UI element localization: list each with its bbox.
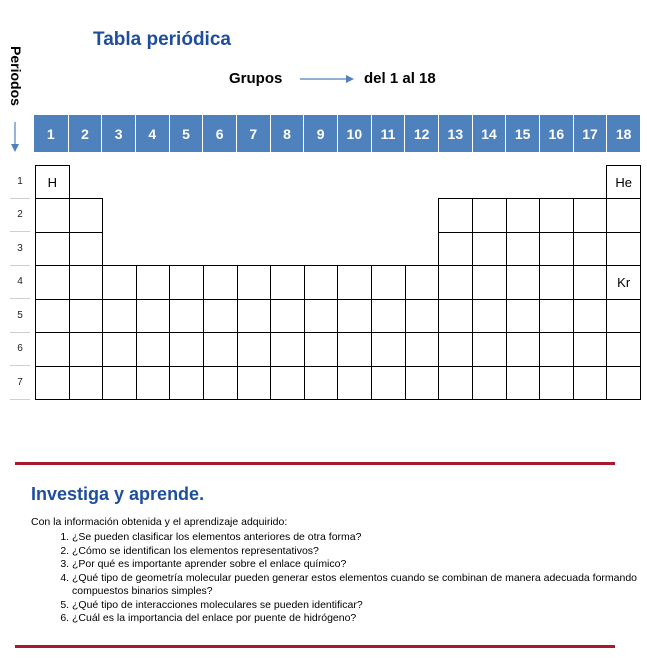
element-cell (169, 265, 204, 299)
group-header-cell: 14 (472, 115, 506, 152)
element-cell (438, 366, 473, 400)
section-divider-bottom (15, 645, 615, 648)
group-header-cell: 1 (46, 125, 55, 142)
element-cell (405, 265, 440, 299)
group-header-cell: 18 (606, 115, 640, 152)
element-cell (539, 198, 574, 232)
element-cell (136, 366, 171, 400)
group-header-row (34, 115, 640, 152)
element-cell (573, 332, 608, 366)
element-cell (203, 366, 238, 400)
period-label: 3 (10, 232, 30, 266)
element-cell (69, 332, 104, 366)
element-cell (102, 332, 137, 366)
period-labels-column (10, 165, 30, 400)
question-item: 4. ¿Qué tipo de geometría molecular pueden generar estos elementos cuando se combinan de manera adecuada formando compuestos binarios simples? (72, 572, 647, 599)
element-cell (69, 265, 104, 299)
element-cell (270, 366, 305, 400)
element-cell (35, 299, 70, 333)
element-cell (371, 265, 406, 299)
element-cell (337, 299, 372, 333)
element-cell (371, 332, 406, 366)
range-end: 18 (419, 70, 436, 87)
element-cell (169, 366, 204, 400)
element-cell (539, 232, 574, 266)
element-cell (506, 198, 541, 232)
section-divider-top (15, 462, 615, 465)
group-header-cell: 7 (236, 115, 270, 152)
element-cell (304, 332, 339, 366)
group-header-cell: 6 (202, 115, 236, 152)
element-cell (203, 332, 238, 366)
group-header-cell: 11 (371, 115, 405, 152)
element-cell: Kr (606, 265, 641, 299)
element-cell (304, 299, 339, 333)
element-cell (69, 198, 104, 232)
element-cell (438, 299, 473, 333)
arrow-right-icon (300, 73, 356, 85)
element-cell (606, 332, 641, 366)
question-item: 2. ¿Cómo se identifican los elementos representativos? (72, 545, 647, 559)
element-cell (69, 232, 104, 266)
element-cell (438, 198, 473, 232)
element-cell (169, 299, 204, 333)
element-cell (304, 265, 339, 299)
group-header-cell: 5 (169, 115, 203, 152)
element-cell (237, 366, 272, 400)
period-label: 6 (10, 333, 30, 367)
period-label: 2 (10, 199, 30, 233)
period-label: 7 (10, 366, 30, 400)
periodic-table-grid (35, 165, 640, 399)
element-cell (35, 198, 70, 232)
element-cell (606, 198, 641, 232)
element-cell (102, 265, 137, 299)
group-header-cell: 9 (303, 115, 337, 152)
group-header-cell: 15 (505, 115, 539, 152)
grupos-range: del 1 al 18 (364, 70, 436, 87)
element-cell (237, 299, 272, 333)
group-header-cell: 16 (539, 115, 573, 152)
period-label: 1 (10, 165, 30, 199)
element-cell (237, 332, 272, 366)
element-cell (539, 299, 574, 333)
group-header-cell: 13 (438, 115, 472, 152)
element-cell (405, 366, 440, 400)
arrow-down-icon (9, 122, 21, 154)
group-header-cell: 8 (270, 115, 304, 152)
element-cell (203, 299, 238, 333)
element-cell (337, 332, 372, 366)
element-cell (472, 232, 507, 266)
element-cell (438, 232, 473, 266)
question-item: 6. ¿Cuál es la importancia del enlace por puente de hidrógeno? (72, 612, 647, 626)
group-header-cell: 12 (404, 115, 438, 152)
element-cell (102, 299, 137, 333)
range-start: 1 (389, 70, 399, 87)
element-cell (270, 265, 305, 299)
element-cell (371, 299, 406, 333)
element-cell (472, 198, 507, 232)
question-item: 1. ¿Se pueden clasificar los elementos anteriores de otra forma? (72, 531, 647, 545)
element-cell (35, 265, 70, 299)
element-cell (573, 265, 608, 299)
periods-axis-label (4, 36, 28, 118)
element-cell (35, 366, 70, 400)
group-header-cell: 17 (573, 115, 607, 152)
grupos-label: Grupos (229, 70, 283, 87)
element-cell (573, 198, 608, 232)
element-cell: He (606, 165, 641, 199)
element-cell (573, 232, 608, 266)
group-header-cell: 2 (68, 115, 102, 152)
element-cell (35, 332, 70, 366)
periodos-label: Periodos (8, 46, 24, 106)
element-cell (606, 366, 641, 400)
element-cell (506, 265, 541, 299)
element-cell (337, 366, 372, 400)
element-cell (371, 366, 406, 400)
element-cell (438, 332, 473, 366)
element-cell (405, 299, 440, 333)
period-label: 5 (10, 299, 30, 333)
element-cell (237, 265, 272, 299)
element-cell (438, 265, 473, 299)
element-cell (506, 232, 541, 266)
element-cell (304, 366, 339, 400)
element-cell (203, 265, 238, 299)
element-cell (35, 232, 70, 266)
element-cell (69, 299, 104, 333)
section-intro: Con la información obtenida y el aprendizaje adquirido: (31, 516, 288, 528)
element-cell (573, 366, 608, 400)
element-cell (472, 332, 507, 366)
element-cell (506, 299, 541, 333)
question-item: 3. ¿Por qué es importante aprender sobre el enlace químico? (72, 558, 647, 572)
element-cell (472, 299, 507, 333)
group-header-cell: 10 (337, 115, 371, 152)
element-cell (539, 332, 574, 366)
question-item: 5. ¿Qué tipo de interacciones moleculares se pueden identificar? (72, 599, 647, 613)
element-cell (136, 299, 171, 333)
element-cell (136, 332, 171, 366)
element-cell (169, 332, 204, 366)
element-cell (337, 265, 372, 299)
page-title: Tabla periódica (93, 29, 231, 50)
element-cell (506, 366, 541, 400)
element-cell (539, 265, 574, 299)
group-header-cell: 4 (135, 115, 169, 152)
element-cell (472, 366, 507, 400)
element-cell: H (35, 165, 70, 199)
element-cell (69, 366, 104, 400)
element-cell (606, 232, 641, 266)
element-cell (472, 265, 507, 299)
element-cell (405, 332, 440, 366)
questions-list (46, 531, 647, 626)
element-cell (539, 366, 574, 400)
element-cell (270, 332, 305, 366)
element-cell (606, 299, 641, 333)
element-cell (136, 265, 171, 299)
period-label: 4 (10, 266, 30, 300)
group-header-cell: 3 (101, 115, 135, 152)
element-cell (102, 366, 137, 400)
element-cell (270, 299, 305, 333)
section-title: Investiga y aprende. (31, 484, 205, 504)
element-cell (573, 299, 608, 333)
element-cell (506, 332, 541, 366)
